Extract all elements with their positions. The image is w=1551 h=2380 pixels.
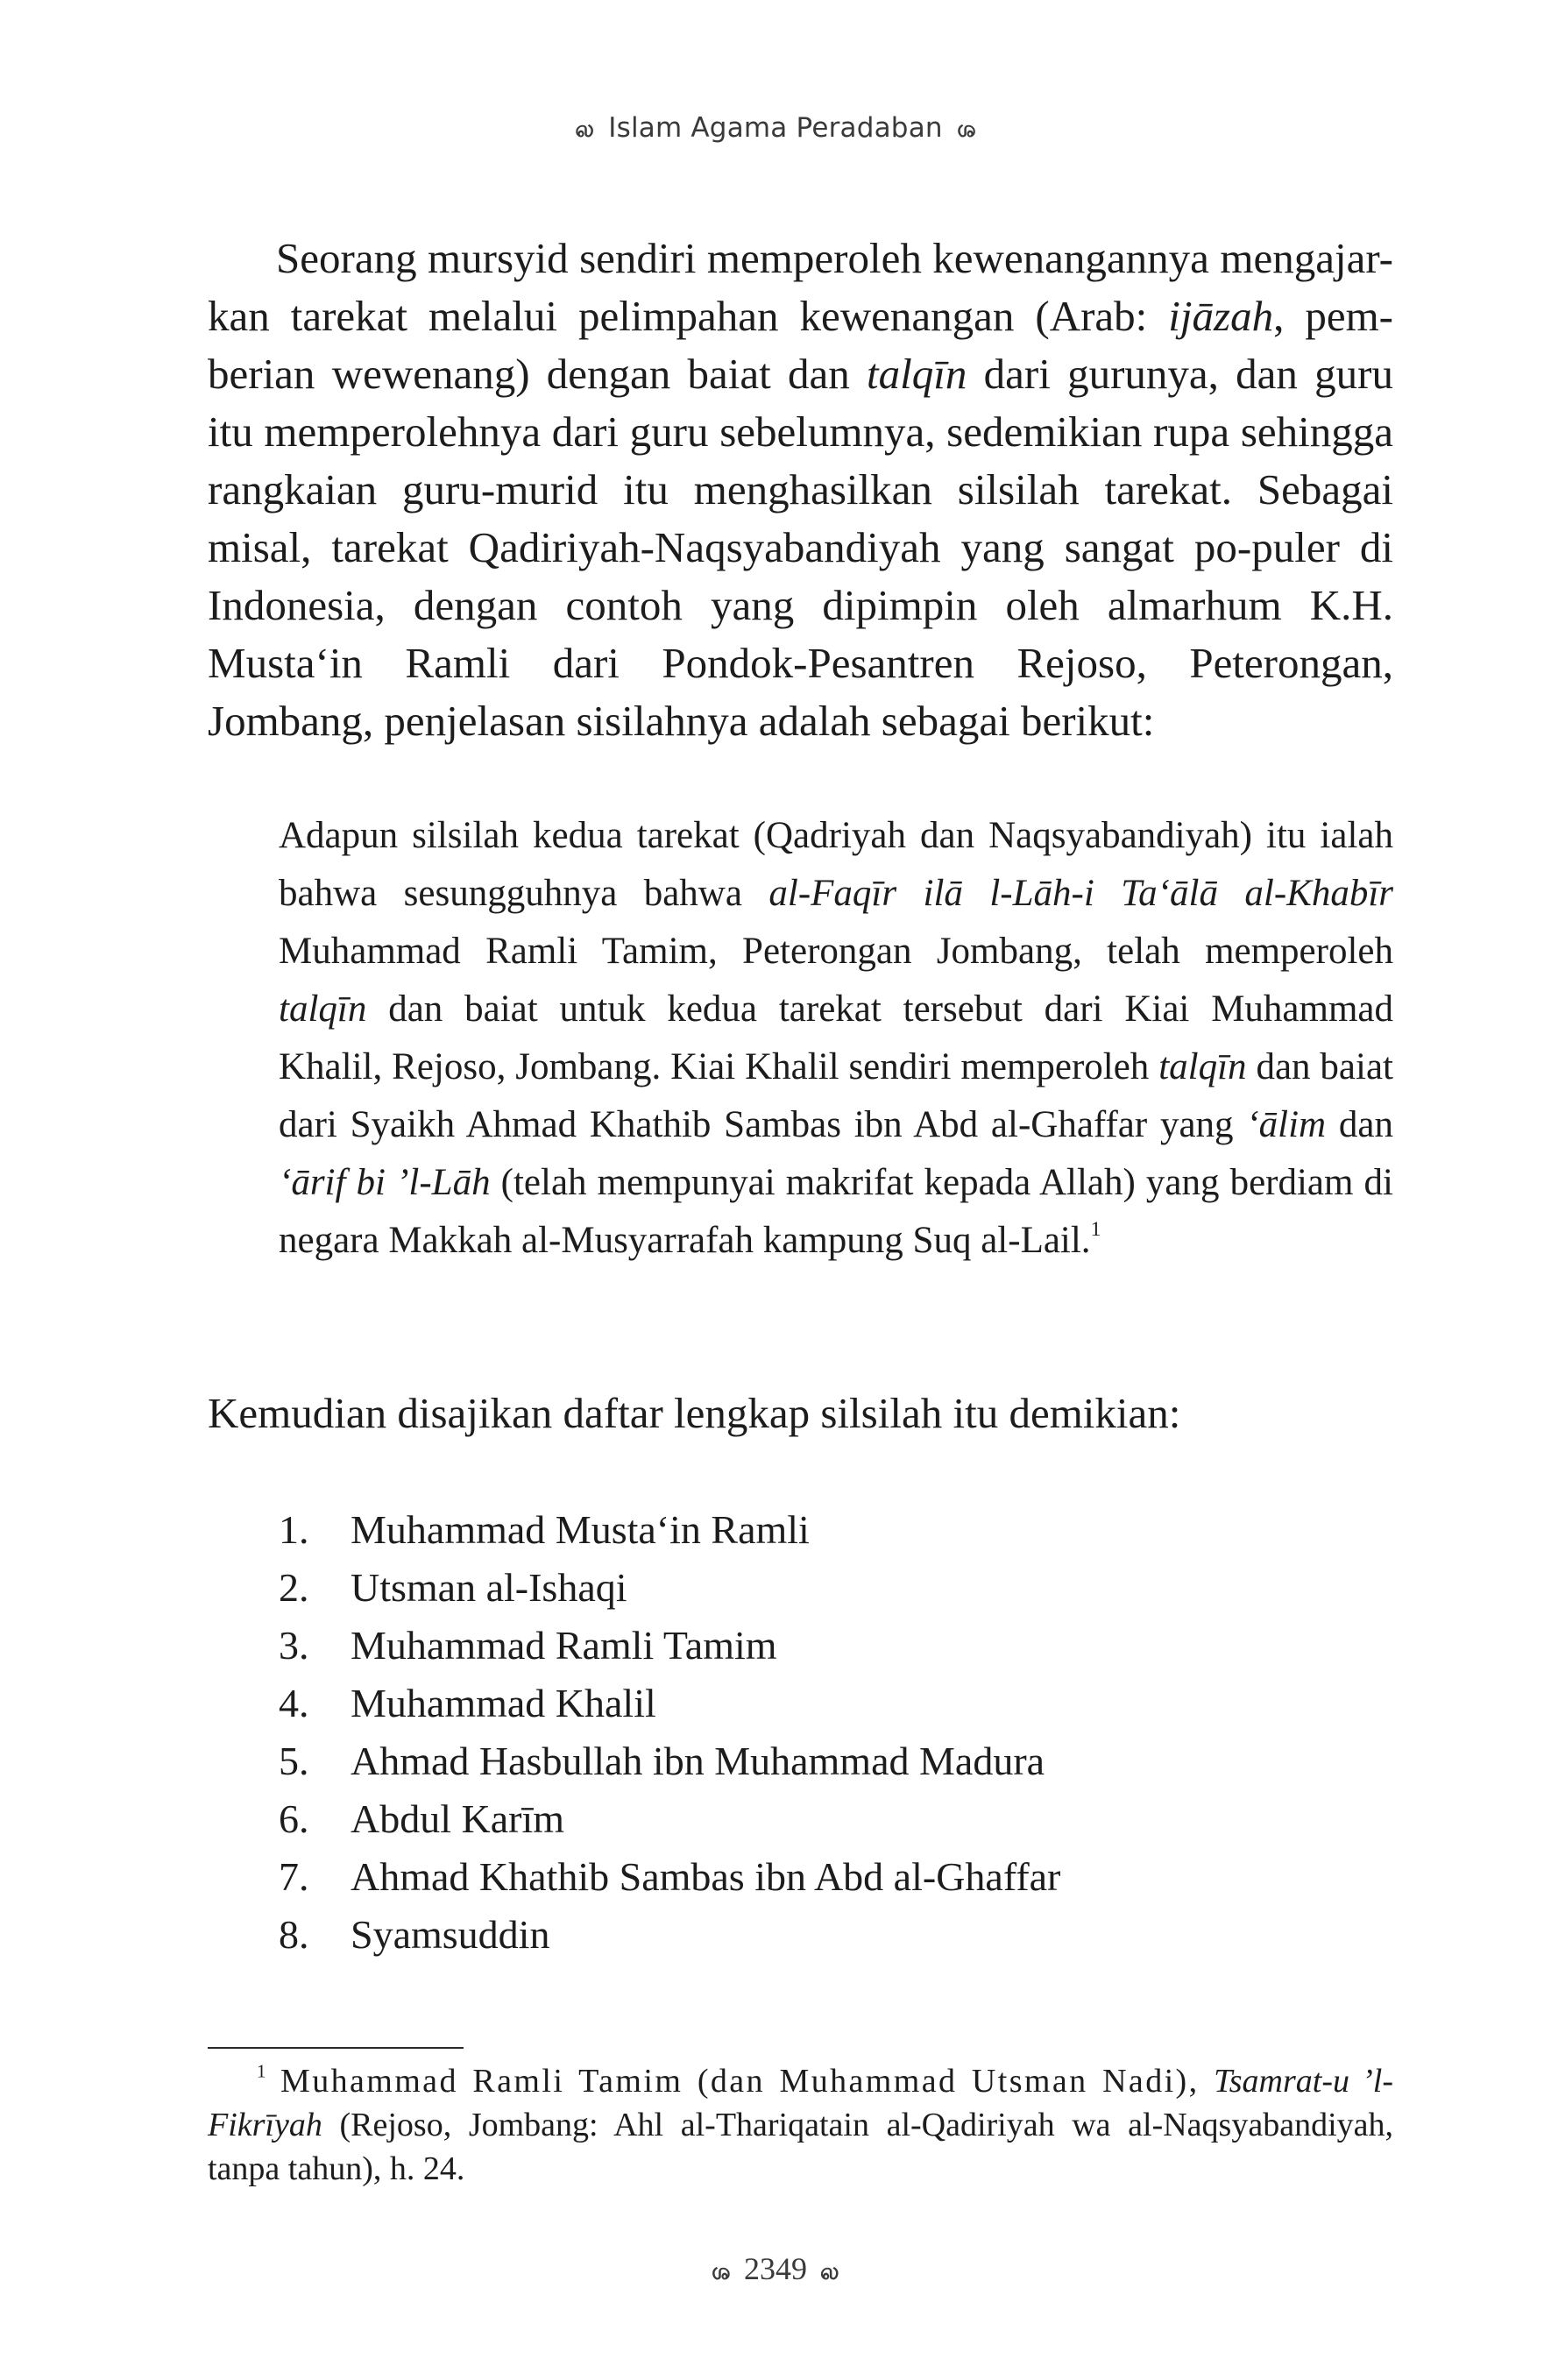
quote-text: (telah mempunyai makrifat kepada Allah) yang berdiam di negara Makkah al-Musyarrafah kampung Suq al-Lail. [279, 1162, 1393, 1261]
list-number: 6. [279, 1796, 309, 1841]
list-number: 1. [279, 1507, 309, 1552]
quote-text: Muhammad Ramli Tamim, Peterongan Jombang, telah memperoleh [279, 931, 1393, 972]
list-item [279, 1906, 1243, 1964]
list-item [279, 1732, 1243, 1790]
list-name: Ahmad Hasbullah ibn Muhammad Madura [351, 1739, 1045, 1783]
list-name: Muhammad Ramli Tamim [351, 1623, 777, 1668]
list-item [279, 1790, 1243, 1848]
list-number: 5. [279, 1739, 309, 1783]
list-name: Utsman al-Ishaqi [351, 1565, 627, 1610]
list-number: 3. [279, 1623, 309, 1668]
footnote-divider [208, 2047, 464, 2049]
list-number: 7. [279, 1854, 309, 1899]
list-item [279, 1501, 1243, 1559]
italic-term: ‘ārif bi ’l-Lāh [279, 1162, 491, 1203]
footnote-text: Muhammad Ramli Tamim (dan Muhammad Utsman Nadi), [266, 2063, 1215, 2100]
list-name: Muhammad Musta‘in Ramli [351, 1507, 810, 1552]
list-name: Ahmad Khathib Sambas ibn Abd al-Ghaffar [351, 1854, 1061, 1899]
body-paragraph-2: Kemudian disajikan daftar lengkap silsilah itu demikian: [208, 1389, 1181, 1437]
list-number: 8. [279, 1912, 309, 1957]
list-name: Abdul Karīm [351, 1796, 565, 1841]
ornament-right-icon: ல [820, 2259, 839, 2285]
list-name: Syamsuddin [351, 1912, 550, 1957]
page-footer [0, 2250, 1551, 2288]
italic-term: talqīn [1158, 1046, 1247, 1087]
list-name: Muhammad Khalil [351, 1681, 656, 1725]
quote-text: dan baiat untuk kedua tarekat tersebut dari Kiai Muhammad Khalil, Rejoso, Jombang. Kiai Khalil sendiri memperoleh [279, 988, 1393, 1087]
list-item [279, 1617, 1243, 1675]
italic-term: ‘ālim [1246, 1104, 1327, 1145]
quote-text: Adapun silsilah kedua tarekat (Qadriyah dan Naqsyabandiyah) itu ialah bahwa sesungguhnya bahwa [279, 815, 1393, 914]
paragraph-text: dari gurunya, dan guru itu memperolehnya dari guru sebelumnya, sedemikian rupa sehingga rangkaian guru-murid itu menghasilkan silsilah tarekat. Sebagai misal, tarekat Qadiriyah-Naqsyabandiyah yang sangat po-puler di Indonesia, dengan contoh yang dipimpin oleh almarhum K.H. Musta‘in Ramli dari Pondok-Pesantren Rejoso, Peterongan, Jombang, penjelasan sisilahnya adalah sebagai berikut: [208, 350, 1394, 745]
footnote-text: (Rejoso, Jombang: Ahl al-Thariqatain al-Qadiriyah wa al-Naqsyabandiyah, tanpa tahun), h. 24. [208, 2107, 1393, 2187]
list-item [279, 1559, 1243, 1617]
footnote-title: Tsamrat-u ’l-Fikrīyah [208, 2063, 1393, 2143]
silsilah-list [279, 1501, 1243, 1964]
paragraph-text: , pem-berian wewenang) dengan baiat dan [208, 292, 1393, 398]
list-number: 2. [279, 1565, 309, 1610]
ornament-left-icon: ல [712, 2259, 731, 2285]
footnote-reference[interactable]: 1 [1090, 1218, 1101, 1242]
italic-term: talqīn [867, 350, 967, 398]
ornament-left-icon: ல [575, 117, 595, 143]
paragraph-text: Seorang mursyid sendiri memperoleh kewenangannya mengajar-kan tarekat melalui pelimpahan kewenangan (Arab: [208, 234, 1393, 340]
quote-text: dan baiat dari Syaikh Ahmad Khathib Sambas ibn Abd al-Ghaffar yang [279, 1046, 1393, 1145]
ornament-right-icon: ல [956, 117, 976, 143]
footnote-number: 1 [257, 2060, 266, 2082]
footnote [208, 2059, 1393, 2191]
italic-term: al-Faqīr ilā l-Lāh-i Ta‘ālā al-Khabīr [768, 873, 1393, 914]
italic-term: ijāzah [1168, 292, 1274, 340]
block-quote [279, 807, 1393, 1270]
list-number: 4. [279, 1681, 309, 1725]
list-item [279, 1848, 1243, 1906]
page-number: 2349 [744, 2251, 807, 2286]
running-header [0, 112, 1551, 145]
italic-term: talqīn [279, 988, 367, 1030]
quote-text: dan [1326, 1104, 1393, 1145]
body-paragraph-1 [208, 230, 1393, 750]
list-item [279, 1675, 1243, 1732]
book-title: Islam Agama Peradaban [608, 112, 943, 144]
